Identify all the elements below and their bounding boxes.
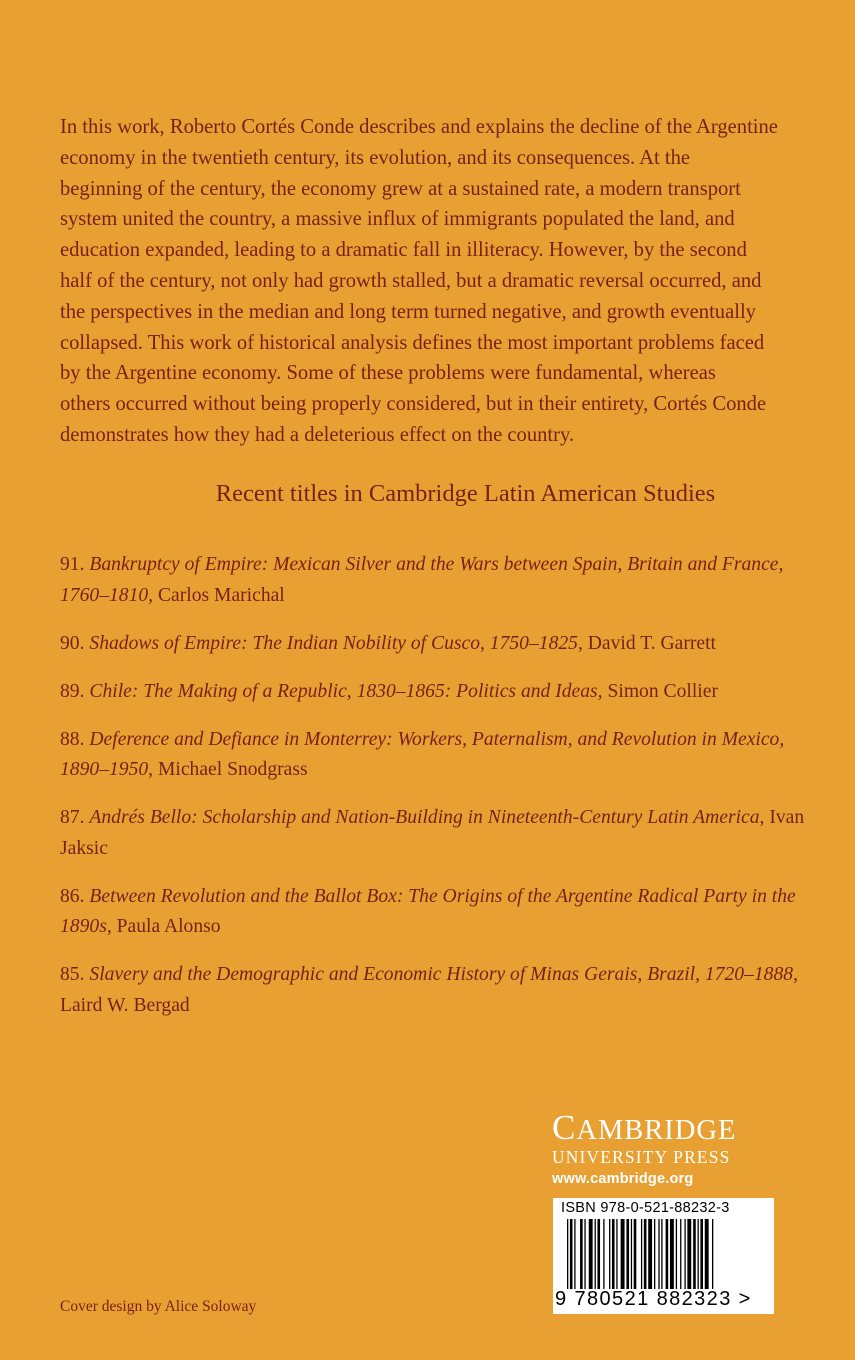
- barcode-bar: [570, 1219, 573, 1289]
- cover-credit: Cover design by Alice Soloway: [60, 1298, 257, 1315]
- book-title: Between Revolution and the Ballot Box: The Origins of the Argentine Radical Party in the: [89, 885, 796, 907]
- barcode-bar: [654, 1219, 655, 1289]
- barcode-bar: [661, 1219, 662, 1289]
- book-author: Laird W. Bergad: [60, 994, 190, 1016]
- title-entry: [60, 803, 855, 864]
- isbn-digits: 9 780521 882323 >: [555, 1288, 752, 1310]
- barcode-bar: [698, 1219, 699, 1289]
- barcode-bar: [580, 1219, 583, 1289]
- blurb-line: others occurred without being properly considered, but in their entirety, Cortés Conde: [60, 393, 767, 416]
- barcode-bar: [609, 1219, 610, 1289]
- barcode-bar: [658, 1219, 659, 1289]
- title-line: [60, 755, 855, 786]
- title-entry: [60, 550, 855, 611]
- title-line: [60, 882, 855, 913]
- recent-titles-list: [60, 550, 855, 1039]
- cambridge-logo: [552, 1108, 777, 1187]
- barcode-bars: [567, 1219, 767, 1289]
- book-title: Shadows of Empire: The Indian Nobility of Cusco, 1750–1825,: [89, 632, 583, 654]
- isbn-barcode: [553, 1198, 774, 1314]
- book-author: David T. Garrett: [582, 632, 716, 654]
- book-title: 1890–1950,: [60, 759, 154, 780]
- barcode-bar: [670, 1219, 674, 1289]
- title-line: [60, 629, 855, 660]
- book-author: Carlos Marichal: [153, 584, 285, 606]
- barcode-bar: [603, 1219, 604, 1289]
- blurb-line: economy in the twentieth century, its evolution, and its consequences. At the: [60, 146, 691, 169]
- title-line: [60, 912, 855, 943]
- title-number: 90.: [60, 632, 85, 654]
- blurb-line: beginning of the century, the economy grew at a sustained rate, a modern transport: [60, 177, 741, 200]
- book-title: 1760–1810,: [60, 584, 154, 606]
- barcode-bar: [612, 1219, 615, 1289]
- title-line: [60, 960, 855, 991]
- barcode-bar: [648, 1219, 652, 1289]
- title-line: [60, 991, 855, 1022]
- barcode-bar: [631, 1219, 632, 1289]
- blurb-line: demonstrates how they had a deleterious effect on the country.: [60, 423, 575, 446]
- blurb-line: by the Argentine economy. Some of these problems were fundamental, whereas: [60, 362, 716, 385]
- series-heading: Recent titles in Cambridge Latin American Studies: [215, 480, 716, 507]
- publisher-name: CAMBRIDGE: [552, 1108, 737, 1147]
- book-title: Andrés Bello: Scholarship and Nation-Building in Nineteenth-Century Latin America,: [89, 807, 765, 828]
- title-number: 87.: [60, 807, 85, 828]
- title-line: [60, 725, 855, 756]
- title-entry: [60, 960, 855, 1021]
- blurb-line: collapsed. This work of historical analysis defines the most important problems faced: [60, 331, 765, 354]
- book-author: Simon Collier: [602, 680, 718, 702]
- title-line: [60, 581, 855, 612]
- barcode-bar: [641, 1219, 642, 1289]
- barcode-bar: [597, 1219, 600, 1289]
- title-entry: [60, 725, 855, 786]
- barcode-bar: [634, 1219, 637, 1289]
- title-entry: [60, 677, 855, 708]
- blurb-line: education expanded, leading to a dramatic fall in illiteracy. However, by the second: [60, 239, 747, 262]
- blurb-line: half of the century, not only had growth stalled, but a dramatic reversal occurred, and: [60, 269, 762, 292]
- title-line: [60, 803, 855, 834]
- barcode-bar: [621, 1219, 625, 1289]
- barcode-bar: [705, 1219, 709, 1289]
- blurb-paragraph: [60, 112, 855, 451]
- publisher-url: www.cambridge.org: [552, 1171, 694, 1187]
- publisher-subtitle: UNIVERSITY PRESS: [552, 1147, 731, 1167]
- book-author: Ivan: [764, 807, 805, 828]
- blurb-line: system united the country, a massive influx of immigrants populated the land, and: [60, 208, 735, 231]
- barcode-bar: [693, 1219, 696, 1289]
- title-line: [60, 834, 855, 865]
- title-number: 86.: [60, 885, 85, 907]
- barcode-bar: [589, 1219, 593, 1289]
- barcode-bar: [626, 1219, 629, 1289]
- barcode-bar: [616, 1219, 617, 1289]
- barcode-bar: [595, 1219, 596, 1289]
- book-title: 1890s,: [60, 916, 112, 937]
- book-title: Deference and Defiance in Monterrey: Workers, Paternalism, and Revolution in Mexico,: [89, 728, 785, 750]
- title-number: 85.: [60, 964, 85, 985]
- title-number: 91.: [60, 554, 85, 575]
- barcode-bar: [574, 1219, 575, 1289]
- book-title: Slavery and the Demographic and Economic History of Minas Gerais, Brazil, 1720–1888,: [89, 964, 798, 985]
- barcode-bar: [700, 1219, 703, 1289]
- title-line: [60, 677, 855, 708]
- isbn-label: ISBN 978-0-521-88232-3: [561, 1200, 730, 1216]
- title-entry: [60, 882, 855, 943]
- barcode-bar: [567, 1219, 568, 1289]
- title-number: 88.: [60, 728, 85, 750]
- book-title: Chile: The Making of a Republic, 1830–1865: Politics and Ideas,: [89, 680, 603, 702]
- blurb-line: the perspectives in the median and long term turned negative, and growth eventually: [60, 300, 756, 323]
- title-number: 89.: [60, 680, 85, 702]
- barcode-bar: [687, 1219, 691, 1289]
- book-author: Michael Snodgrass: [153, 759, 308, 780]
- title-line: [60, 550, 855, 581]
- title-entry: [60, 629, 855, 660]
- barcode-bar: [676, 1219, 677, 1289]
- book-title: Bankruptcy of Empire: Mexican Silver and the Wars between Spain, Britain and France,: [89, 554, 784, 575]
- blurb-line: In this work, Roberto Cortés Conde describes and explains the decline of the Argentine: [60, 116, 778, 138]
- barcode-bar: [680, 1219, 681, 1289]
- barcode-bar: [584, 1219, 585, 1289]
- barcode-bar: [684, 1219, 685, 1289]
- barcode-bar: [666, 1219, 669, 1289]
- barcode-bar: [712, 1219, 713, 1289]
- book-author: Jaksic: [60, 837, 108, 859]
- book-author: Paula Alonso: [111, 916, 221, 937]
- barcode-bar: [644, 1219, 647, 1289]
